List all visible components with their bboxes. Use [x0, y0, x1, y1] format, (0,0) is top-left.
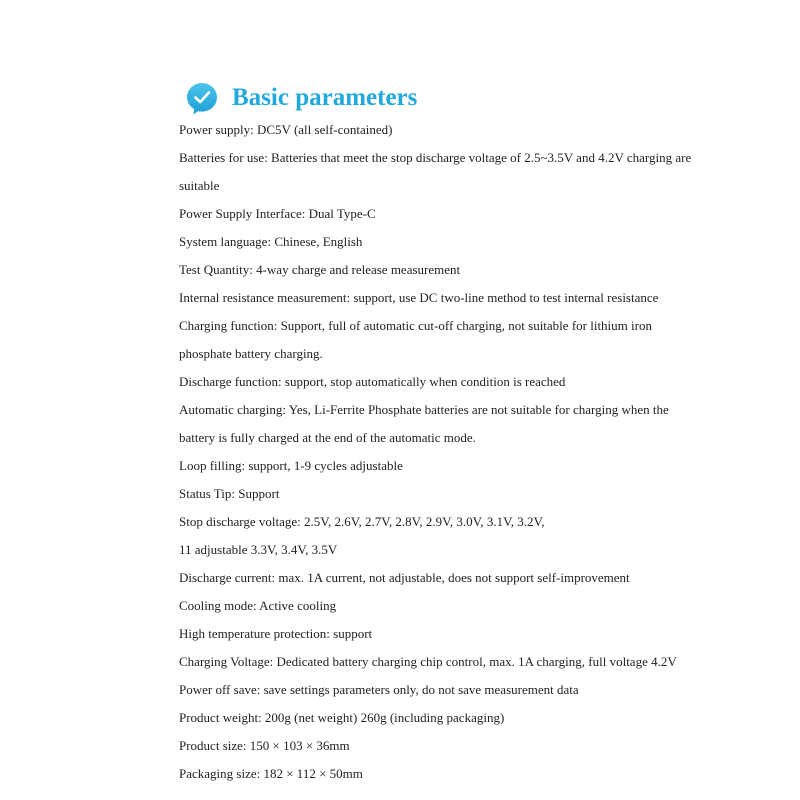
param-line-power-supply-interface: Power Supply Interface: Dual Type-C	[179, 206, 376, 221]
section-header	[184, 78, 417, 118]
param-line-status-tip: Status Tip: Support	[179, 486, 280, 501]
parameter-list	[179, 116, 739, 788]
param-line-power-off-save: Power off save: save settings parameters only, do not save measurement data	[179, 682, 579, 697]
param-line-charging-voltage: Charging Voltage: Dedicated battery charging chip control, max. 1A charging, full voltage 4.2V	[179, 654, 677, 669]
section-title: Basic parameters	[232, 84, 418, 111]
param-line-automatic-charging: Automatic charging: Yes, Li-Ferrite Phosphate batteries are not suitable for charging when the	[179, 402, 669, 417]
param-line-batteries-for-use-cont: suitable	[179, 178, 220, 193]
param-line-internal-resistance: Internal resistance measurement: support, use DC two-line method to test internal resistance	[179, 290, 659, 305]
param-line-product-size: Product size: 150 × 103 × 36mm	[179, 738, 350, 753]
param-line-high-temperature-protection: High temperature protection: support	[179, 626, 373, 641]
param-line-power-supply: Power supply: DC5V (all self-contained)	[179, 122, 393, 137]
param-line-packaging-size: Packaging size: 182 × 112 × 50mm	[179, 766, 363, 781]
param-line-automatic-charging-cont: battery is fully charged at the end of the automatic mode.	[179, 430, 476, 445]
param-line-charging-function-cont: phosphate battery charging.	[179, 346, 323, 361]
param-line-batteries-for-use: Batteries for use: Batteries that meet the stop discharge voltage of 2.5~3.5V and 4.2V charging are	[179, 150, 692, 165]
param-line-discharge-current: Discharge current: max. 1A current, not adjustable, does not support self-improvement	[179, 570, 630, 585]
param-line-loop-filling: Loop filling: support, 1-9 cycles adjustable	[179, 458, 403, 473]
param-line-cooling-mode: Cooling mode: Active cooling	[179, 598, 337, 613]
param-line-product-weight: Product weight: 200g (net weight) 260g (including packaging)	[179, 710, 505, 725]
param-line-test-quantity: Test Quantity: 4-way charge and release measurement	[179, 262, 461, 277]
param-line-stop-discharge-voltage: Stop discharge voltage: 2.5V, 2.6V, 2.7V, 2.8V, 2.9V, 3.0V, 3.1V, 3.2V,	[179, 514, 545, 529]
param-line-charging-function: Charging function: Support, full of automatic cut-off charging, not suitable for lithium iron	[179, 318, 652, 333]
param-line-discharge-function: Discharge function: support, stop automatically when condition is reached	[179, 374, 566, 389]
param-line-system-language: System language: Chinese, English	[179, 234, 363, 249]
param-line-stop-discharge-voltage-cont: 11 adjustable 3.3V, 3.4V, 3.5V	[179, 542, 338, 557]
check-badge-icon	[184, 80, 220, 116]
